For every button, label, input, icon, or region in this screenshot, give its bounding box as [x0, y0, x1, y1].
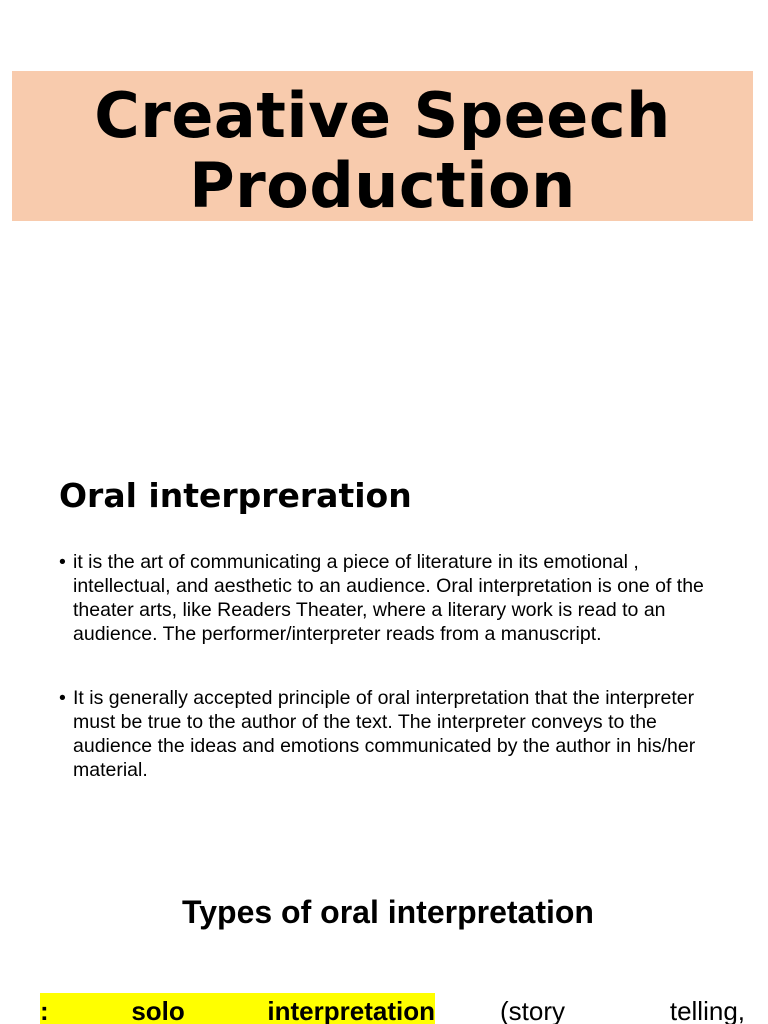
bullet-list: [59, 550, 729, 822]
highlighted-text: [40, 993, 435, 1024]
types-rest: [500, 993, 745, 1024]
section-heading: Oral interpreration: [59, 476, 412, 515]
title-banner: [12, 71, 753, 221]
types-word-solo: solo: [131, 996, 185, 1024]
page-title: [12, 81, 753, 221]
bullet-text: it is the art of communicating a piece of literature in its emotional , intellectual, and aesthetic to an audience. Oral interpretation is one of the theater arts, like Readers Theater, where a literary work is read to an audience. The performer/interpreter reads from a manuscript.: [73, 551, 704, 645]
types-word-telling: telling,: [669, 996, 745, 1024]
bullet-dot-icon: •: [59, 687, 66, 709]
bullet-dot-icon: •: [59, 551, 66, 573]
types-line: [40, 993, 745, 1024]
title-line-1: Creative Speech: [94, 79, 671, 152]
bullet-text: It is generally accepted principle of oral interpretation that the interpreter must be true to the author of the text. The interpreter conveys to the audience the ideas and emotions communicated by the author in his/her material.: [73, 687, 696, 781]
types-word-story: (story: [500, 996, 565, 1024]
types-colon: :: [40, 996, 49, 1024]
bullet-item: [59, 686, 729, 782]
types-heading: Types of oral interpretation: [182, 894, 594, 930]
title-line-2: Production: [189, 149, 576, 222]
bullet-item: [59, 550, 729, 646]
types-word-interpretation: interpretation: [267, 996, 435, 1024]
